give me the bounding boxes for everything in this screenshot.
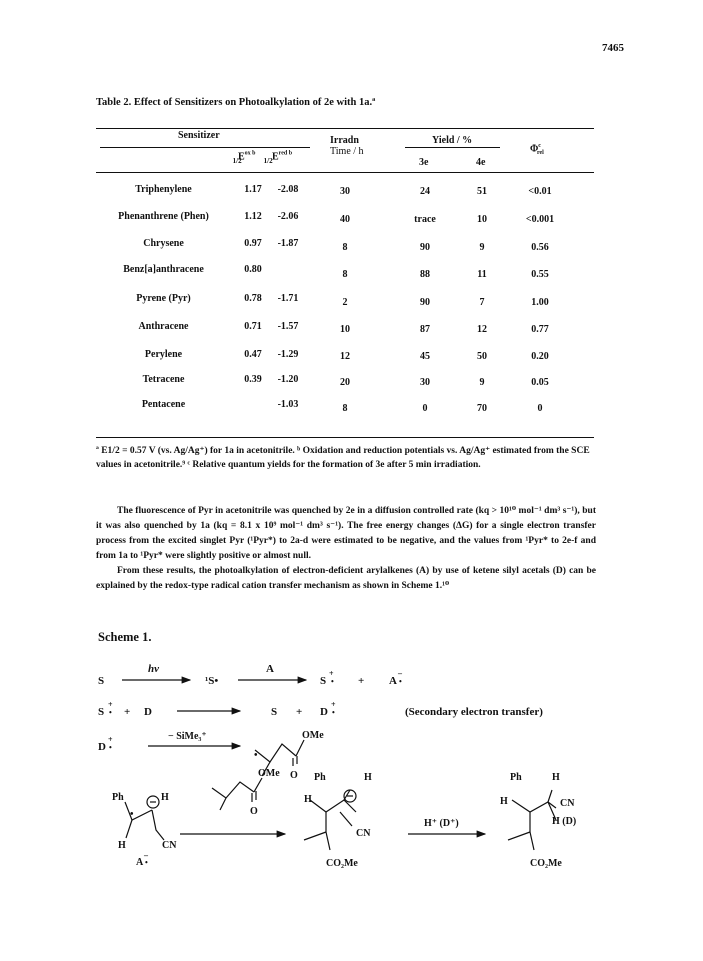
sensitizer-name: Pentacene xyxy=(141,399,186,410)
yield-3e-value: 87 xyxy=(420,324,430,335)
scheme-ome-2: OMe xyxy=(258,768,280,779)
header-time: Time / h xyxy=(330,146,364,157)
phi-value: <0.01 xyxy=(528,186,552,197)
scheme-o-1: O xyxy=(290,770,298,781)
scheme-silyl-label: − SiMe₃⁺ xyxy=(168,731,207,742)
yield-4e-value: 51 xyxy=(477,186,487,197)
table-footnote: ª E1/2 = 0.57 V (vs. Ag/Ag⁺) for 1a in acetonitrile. ᵇ Oxidation and reduction potentials vs. Ag/Ag⁺ estimated from the SCE values in acetonitrile.⁹ ᶜ Relative quantum yields for the formation of 3e after 5 min irradiation. xyxy=(96,446,590,470)
phi-value: 0.20 xyxy=(531,351,549,362)
acetal-ome-bond xyxy=(254,778,262,792)
yield-3e-value: 90 xyxy=(420,297,430,308)
ered-value: -1.29 xyxy=(277,349,299,360)
scheme-D: D xyxy=(144,706,152,718)
sensitizer-name: Phenanthrene (Phen) xyxy=(118,211,209,222)
scheme-Drad-2-dot: • xyxy=(109,743,112,752)
ered-value: -2.08 xyxy=(277,184,299,195)
time-value: 40 xyxy=(340,214,350,225)
table-header-rule xyxy=(96,172,594,173)
scheme-A-label-dot: • xyxy=(145,858,148,867)
scheme-plus: + xyxy=(358,675,365,687)
sensitizer-name: Triphenylene xyxy=(135,184,192,195)
yield-3e-value: 45 xyxy=(420,351,430,362)
phi-value: 0.05 xyxy=(531,377,549,388)
scheme-title: Scheme 1. xyxy=(98,630,152,644)
scheme-cn-1: CN xyxy=(162,840,177,851)
scheme-Arad-dot: • xyxy=(399,677,402,686)
scheme-S1: ¹S• xyxy=(205,675,219,687)
carbonyl-bond xyxy=(293,756,297,766)
phi-value: <0.001 xyxy=(525,214,555,225)
ered-value: -1.87 xyxy=(277,238,299,249)
adduct-cn-bond xyxy=(340,812,352,826)
anion-bond-b xyxy=(126,820,132,838)
sensitizer-name: Chrysene xyxy=(143,238,184,249)
table-caption: Table 2. Effect of Sensitizers on Photoalkylation of 2e with 1a.ª xyxy=(96,97,376,108)
scheme-ph-2: Ph xyxy=(314,772,326,783)
eox-value: 0.97 xyxy=(244,238,262,249)
ome-bond xyxy=(296,740,304,756)
yield-3e-value: 30 xyxy=(420,377,430,388)
yield-4e-value: 9 xyxy=(479,377,485,388)
ered-value: -1.57 xyxy=(277,321,299,332)
scheme-Drad-dot: • xyxy=(332,708,335,717)
scheme-A-reagent: A xyxy=(266,663,274,675)
header-irradn: Irradn xyxy=(330,135,359,146)
time-value: 8 xyxy=(342,403,348,414)
phi-value: 0.77 xyxy=(531,324,549,335)
acetal-carbonyl xyxy=(252,791,256,802)
phi-value: 1.00 xyxy=(531,297,549,308)
acetal-methyl xyxy=(220,798,226,810)
scheme-h-4: H xyxy=(304,794,312,805)
scheme-Arad: A xyxy=(389,675,397,687)
yield-3e-value: 88 xyxy=(420,269,430,280)
sensitizer-name: Perylene xyxy=(144,349,183,360)
eox-value: 0.39 xyxy=(244,374,262,385)
scheme-diagram xyxy=(0,640,703,940)
header-eox: $E^{ox b}$ 1/2 xyxy=(232,151,256,166)
scheme-ome-1: OMe xyxy=(302,730,324,741)
scheme-cn-2: CN xyxy=(356,828,371,839)
scheme-plus-2: + xyxy=(124,706,131,718)
adduct-quaternary xyxy=(304,832,330,850)
sensitizer-underline xyxy=(100,147,310,148)
scheme-h-5: H xyxy=(552,772,560,783)
scheme-Arad-charge: – xyxy=(398,669,402,678)
header-3e: 3e xyxy=(419,157,429,168)
scheme-co2me-2: CO₂Me xyxy=(530,858,562,869)
yield-3e-value: trace xyxy=(414,214,436,225)
header-phi: $\Phi^c_{rel}$ xyxy=(530,143,544,157)
header-ered: $E^{red b}$ 1/2 xyxy=(263,151,293,166)
yield-4e-value: 11 xyxy=(477,269,487,280)
header-sensitizer: Sensitizer xyxy=(178,130,220,141)
table-top-rule xyxy=(96,128,594,129)
scheme-o-2: O xyxy=(250,806,258,817)
scheme-Drad-charge: + xyxy=(331,700,336,709)
scheme-S2-dot: • xyxy=(109,708,112,717)
scheme-Srad-dot: • xyxy=(331,677,334,686)
scheme-h-6: H xyxy=(500,796,508,807)
eox-value: 0.80 xyxy=(244,264,262,275)
body-paragraph: The fluorescence of Pyr in acetonitrile was quenched by 2e in a diffusion controlled rate (kq > 10¹⁰ mol⁻¹ dm³ s⁻¹), but it was also quenched by 1a (kq = 8.1 x 10⁹ mol⁻¹ dm³ s⁻¹). The free energy changes (ΔG) for a single electron transfer process from the excited singlet Pyr (¹Pyr*) to 2a-d were estimated to be negative, and the values from ¹Pyr* to 2e-f and from 1a to ¹Pyr* were slightly positive or almost null. xyxy=(96,506,596,561)
ered-value: -1.71 xyxy=(277,293,299,304)
scheme-hv: hν xyxy=(148,663,159,675)
scheme-A-label: A xyxy=(136,857,144,868)
time-value: 2 xyxy=(342,297,348,308)
scheme-secondary-label: (Secondary electron transfer) xyxy=(405,706,543,718)
anion-bond-c xyxy=(152,810,164,840)
yield-underline xyxy=(405,147,500,148)
ered-value: -1.20 xyxy=(277,374,299,385)
scheme-Drad-2-charge: + xyxy=(108,735,113,744)
scheme-h-2: H xyxy=(118,840,126,851)
scheme-Srad-charge: + xyxy=(329,669,334,678)
time-value: 30 xyxy=(340,186,350,197)
scheme-proton-label: H⁺ (D⁺) xyxy=(424,818,459,829)
sensitizer-name: Pyrene (Pyr) xyxy=(136,293,191,304)
eox-value: 0.78 xyxy=(244,293,262,304)
scheme-plus-3: + xyxy=(296,706,303,718)
phi-value: 0 xyxy=(537,403,543,414)
yield-4e-value: 50 xyxy=(477,351,487,362)
yield-3e-value: 24 xyxy=(420,186,430,197)
ered-value: -2.06 xyxy=(277,211,299,222)
eox-value: 0.71 xyxy=(244,321,262,332)
time-value: 12 xyxy=(340,351,350,362)
scheme-S: S xyxy=(98,675,105,687)
yield-4e-value: 7 xyxy=(479,297,485,308)
scheme-S2-charge: + xyxy=(108,700,113,709)
header-yield: Yield / % xyxy=(432,135,473,146)
sensitizer-name: Tetracene xyxy=(142,374,185,385)
sensitizer-name: Anthracene xyxy=(138,321,189,332)
scheme-h-3: H xyxy=(364,772,372,783)
header-4e: 4e xyxy=(476,157,486,168)
scheme-Srad: S xyxy=(320,675,327,687)
radical-skeleton xyxy=(255,744,296,762)
time-value: 20 xyxy=(340,377,350,388)
scheme-A-label-charge: – xyxy=(144,851,148,860)
sensitizer-name: Benz[a]anthracene xyxy=(123,264,204,275)
phi-value: 0.56 xyxy=(531,242,549,253)
page-number: 7465 xyxy=(602,42,624,54)
time-value: 10 xyxy=(340,324,350,335)
yield-4e-value: 70 xyxy=(477,403,487,414)
product-quaternary xyxy=(508,832,534,850)
yield-4e-value: 9 xyxy=(479,242,485,253)
scheme-anion-dot: • xyxy=(130,809,134,820)
eox-value: 0.47 xyxy=(244,349,262,360)
scheme-ph-1: Ph xyxy=(112,792,124,803)
time-value: 8 xyxy=(342,242,348,253)
phi-value: 0.55 xyxy=(531,269,549,280)
eox-value: 1.17 xyxy=(244,184,262,195)
scheme-Drad-2: D xyxy=(98,741,106,753)
scheme-ph-3: Ph xyxy=(510,772,522,783)
yield-3e-value: 90 xyxy=(420,242,430,253)
yield-4e-value: 12 xyxy=(477,324,487,335)
scheme-Drad: D xyxy=(320,706,328,718)
scheme-S3: S xyxy=(271,706,278,718)
yield-4e-value: 10 xyxy=(477,214,487,225)
scheme-cn-3: CN xyxy=(560,798,575,809)
scheme-radical-dot: • xyxy=(254,750,258,761)
scheme-h-1: H xyxy=(161,792,169,803)
scheme-S2: S xyxy=(98,706,105,718)
scheme-hd-label: H (D) xyxy=(552,816,577,827)
scheme-co2me-1: CO₂Me xyxy=(326,858,358,869)
table-bottom-rule xyxy=(96,437,594,438)
body-paragraph: From these results, the photoalkylation of electron-deficient arylalkenes (A) by use of ketene silyl acetals (D) can be explained by the redox-type radical cation transfer mechanism as shown in Scheme 1.¹⁰ xyxy=(96,566,596,591)
time-value: 8 xyxy=(342,269,348,280)
yield-3e-value: 0 xyxy=(422,403,428,414)
acetal-skeleton xyxy=(212,782,254,798)
ered-value: -1.03 xyxy=(277,399,299,410)
eox-value: 1.12 xyxy=(244,211,262,222)
